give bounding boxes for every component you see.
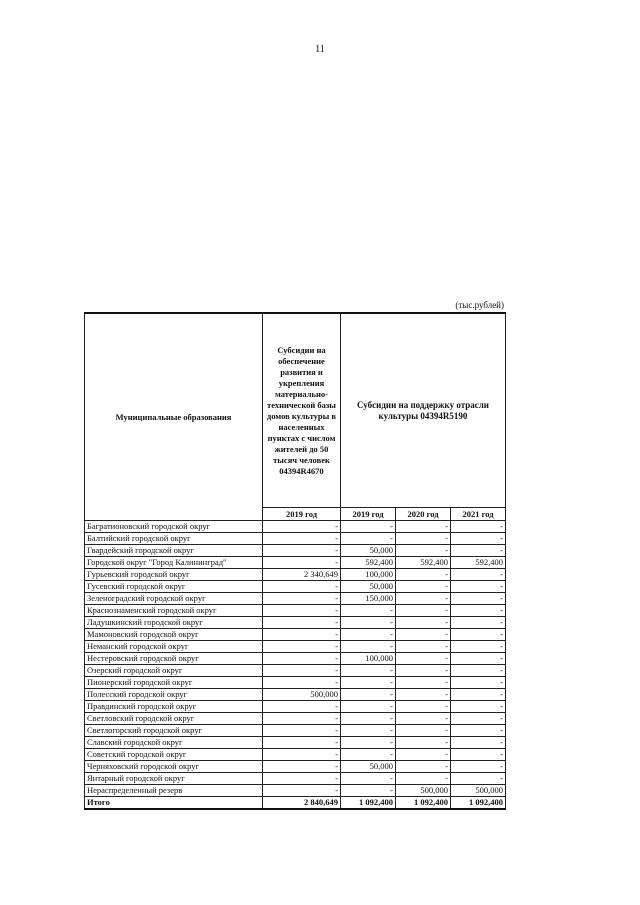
year-header: 2021 год <box>451 508 506 521</box>
amount-cell: - <box>263 593 341 605</box>
municipality-name: Гусевский городской округ <box>85 581 263 593</box>
amount-cell: - <box>451 593 506 605</box>
municipality-name: Зеленоградский городской округ <box>85 593 263 605</box>
amount-cell: 100,000 <box>341 569 396 581</box>
municipality-name: Светловский городской округ <box>85 713 263 725</box>
amount-cell: - <box>263 653 341 665</box>
page-number: 11 <box>315 44 325 55</box>
amount-cell: - <box>396 689 451 701</box>
amount-cell: - <box>451 605 506 617</box>
table-row <box>85 521 506 533</box>
amount-cell: - <box>396 641 451 653</box>
amount-cell: - <box>263 629 341 641</box>
amount-cell: - <box>396 533 451 545</box>
amount-cell: - <box>263 617 341 629</box>
year-header: 2019 год <box>263 508 341 521</box>
amount-cell: 2 840,649 <box>263 797 341 810</box>
amount-cell: - <box>341 725 396 737</box>
amount-cell: - <box>451 701 506 713</box>
municipality-name: Пионерский городской округ <box>85 677 263 689</box>
amount-cell: - <box>263 581 341 593</box>
amount-cell: - <box>341 749 396 761</box>
municipality-name: Озерский городской округ <box>85 665 263 677</box>
amount-cell: - <box>451 773 506 785</box>
amount-cell: - <box>341 773 396 785</box>
amount-cell: - <box>451 713 506 725</box>
amount-cell: - <box>341 689 396 701</box>
table-row <box>85 737 506 749</box>
amount-cell: - <box>263 521 341 533</box>
amount-cell: - <box>341 713 396 725</box>
municipality-name: Гвардейский городской округ <box>85 545 263 557</box>
table-row <box>85 641 506 653</box>
amount-cell: 500,000 <box>396 785 451 797</box>
amount-cell: - <box>263 665 341 677</box>
amount-cell: - <box>341 701 396 713</box>
table-row <box>85 593 506 605</box>
municipality-name: Балтийский городской округ <box>85 533 263 545</box>
table-row <box>85 653 506 665</box>
table-row <box>85 665 506 677</box>
amount-cell: 1 092,400 <box>451 797 506 810</box>
municipality-name: Городской округ "Город Калининград" <box>85 557 263 569</box>
amount-cell: - <box>451 617 506 629</box>
amount-cell: - <box>396 737 451 749</box>
amount-cell: - <box>341 677 396 689</box>
amount-cell: - <box>341 785 396 797</box>
amount-cell: - <box>263 677 341 689</box>
amount-cell: - <box>451 653 506 665</box>
header-municipalities: Муниципальные образования <box>85 313 263 521</box>
amount-cell: 50,000 <box>341 761 396 773</box>
header-subsidy-r4670: Субсидии на обеспечение развития и укрепления материально-технической базы домов культуры в населенных пунктах с числом жителей до 50 тысяч человек 04394R4670 <box>263 313 341 508</box>
municipality-name: Ладушкинский городской округ <box>85 617 263 629</box>
amount-cell: - <box>263 545 341 557</box>
year-header: 2019 год <box>341 508 396 521</box>
table-row <box>85 773 506 785</box>
amount-cell: - <box>451 665 506 677</box>
amount-cell: - <box>396 713 451 725</box>
table-row <box>85 713 506 725</box>
table-row <box>85 689 506 701</box>
amount-cell: - <box>451 677 506 689</box>
municipality-name: Нераспределенный резерв <box>85 785 263 797</box>
municipality-name: Нестеровский городской округ <box>85 653 263 665</box>
amount-cell: - <box>341 533 396 545</box>
municipality-name: Гурьевский городской округ <box>85 569 263 581</box>
amount-cell: - <box>451 749 506 761</box>
amount-cell: - <box>396 665 451 677</box>
amount-cell: - <box>263 713 341 725</box>
table-row <box>85 677 506 689</box>
amount-cell: - <box>396 569 451 581</box>
total-label: Итого <box>85 797 263 810</box>
municipality-name: Янтарный городской округ <box>85 773 263 785</box>
amount-cell: - <box>263 737 341 749</box>
amount-cell: 2 340,649 <box>263 569 341 581</box>
amount-cell: - <box>451 761 506 773</box>
table-row <box>85 725 506 737</box>
amount-cell: - <box>396 545 451 557</box>
amount-cell: - <box>451 581 506 593</box>
header-subsidy-r5190: Субсидии на поддержку отрасли культуры 04394R5190 <box>341 313 506 508</box>
subsidy-table <box>84 312 506 810</box>
municipality-name: Советский городской округ <box>85 749 263 761</box>
units-label: (тыс.рублей) <box>455 300 504 310</box>
amount-cell: 500,000 <box>451 785 506 797</box>
municipality-name: Неманский городской округ <box>85 641 263 653</box>
amount-cell: - <box>451 689 506 701</box>
amount-cell: - <box>263 605 341 617</box>
amount-cell: - <box>341 641 396 653</box>
amount-cell: - <box>451 725 506 737</box>
amount-cell: - <box>263 773 341 785</box>
amount-cell: - <box>263 641 341 653</box>
table-row <box>85 557 506 569</box>
amount-cell: - <box>396 725 451 737</box>
amount-cell: - <box>396 581 451 593</box>
amount-cell: - <box>396 677 451 689</box>
amount-cell: - <box>396 593 451 605</box>
amount-cell: - <box>396 653 451 665</box>
table-row <box>85 569 506 581</box>
amount-cell: - <box>451 641 506 653</box>
table-row <box>85 761 506 773</box>
table-row <box>85 605 506 617</box>
year-header: 2020 год <box>396 508 451 521</box>
table-row <box>85 629 506 641</box>
table-row <box>85 617 506 629</box>
amount-cell: - <box>396 749 451 761</box>
table-row <box>85 785 506 797</box>
municipality-name: Светлогорский городской округ <box>85 725 263 737</box>
amount-cell: - <box>341 629 396 641</box>
amount-cell: - <box>451 533 506 545</box>
amount-cell: - <box>263 761 341 773</box>
amount-cell: - <box>341 617 396 629</box>
amount-cell: 50,000 <box>341 545 396 557</box>
municipality-name: Правдинский городской округ <box>85 701 263 713</box>
amount-cell: 150,000 <box>341 593 396 605</box>
table-row <box>85 581 506 593</box>
amount-cell: - <box>451 569 506 581</box>
amount-cell: 592,400 <box>341 557 396 569</box>
amount-cell: - <box>341 605 396 617</box>
municipality-name: Мамоновский городской округ <box>85 629 263 641</box>
table-row <box>85 545 506 557</box>
table-body <box>85 521 506 810</box>
amount-cell: 592,400 <box>396 557 451 569</box>
amount-cell: - <box>396 629 451 641</box>
amount-cell: - <box>396 617 451 629</box>
amount-cell: 50,000 <box>341 581 396 593</box>
amount-cell: - <box>451 545 506 557</box>
municipality-name: Черняховский городской округ <box>85 761 263 773</box>
municipality-name: Полесский городской округ <box>85 689 263 701</box>
amount-cell: - <box>396 521 451 533</box>
amount-cell: - <box>263 533 341 545</box>
amount-cell: 100,000 <box>341 653 396 665</box>
amount-cell: - <box>451 521 506 533</box>
amount-cell: - <box>341 521 396 533</box>
amount-cell: - <box>263 701 341 713</box>
amount-cell: - <box>263 785 341 797</box>
municipality-name: Славский городской округ <box>85 737 263 749</box>
amount-cell: - <box>341 665 396 677</box>
amount-cell: 1 092,400 <box>341 797 396 810</box>
amount-cell: 1 092,400 <box>396 797 451 810</box>
municipality-name: Краснознаменский городской округ <box>85 605 263 617</box>
amount-cell: - <box>396 773 451 785</box>
amount-cell: - <box>396 701 451 713</box>
municipality-name: Багратионовский городской округ <box>85 521 263 533</box>
amount-cell: - <box>263 749 341 761</box>
amount-cell: 592,400 <box>451 557 506 569</box>
amount-cell: - <box>396 605 451 617</box>
total-row <box>85 797 506 810</box>
amount-cell: - <box>451 737 506 749</box>
amount-cell: - <box>263 725 341 737</box>
amount-cell: - <box>341 737 396 749</box>
table-row <box>85 533 506 545</box>
table-row <box>85 749 506 761</box>
amount-cell: - <box>263 557 341 569</box>
amount-cell: 500,000 <box>263 689 341 701</box>
table-row <box>85 701 506 713</box>
amount-cell: - <box>451 629 506 641</box>
amount-cell: - <box>396 761 451 773</box>
